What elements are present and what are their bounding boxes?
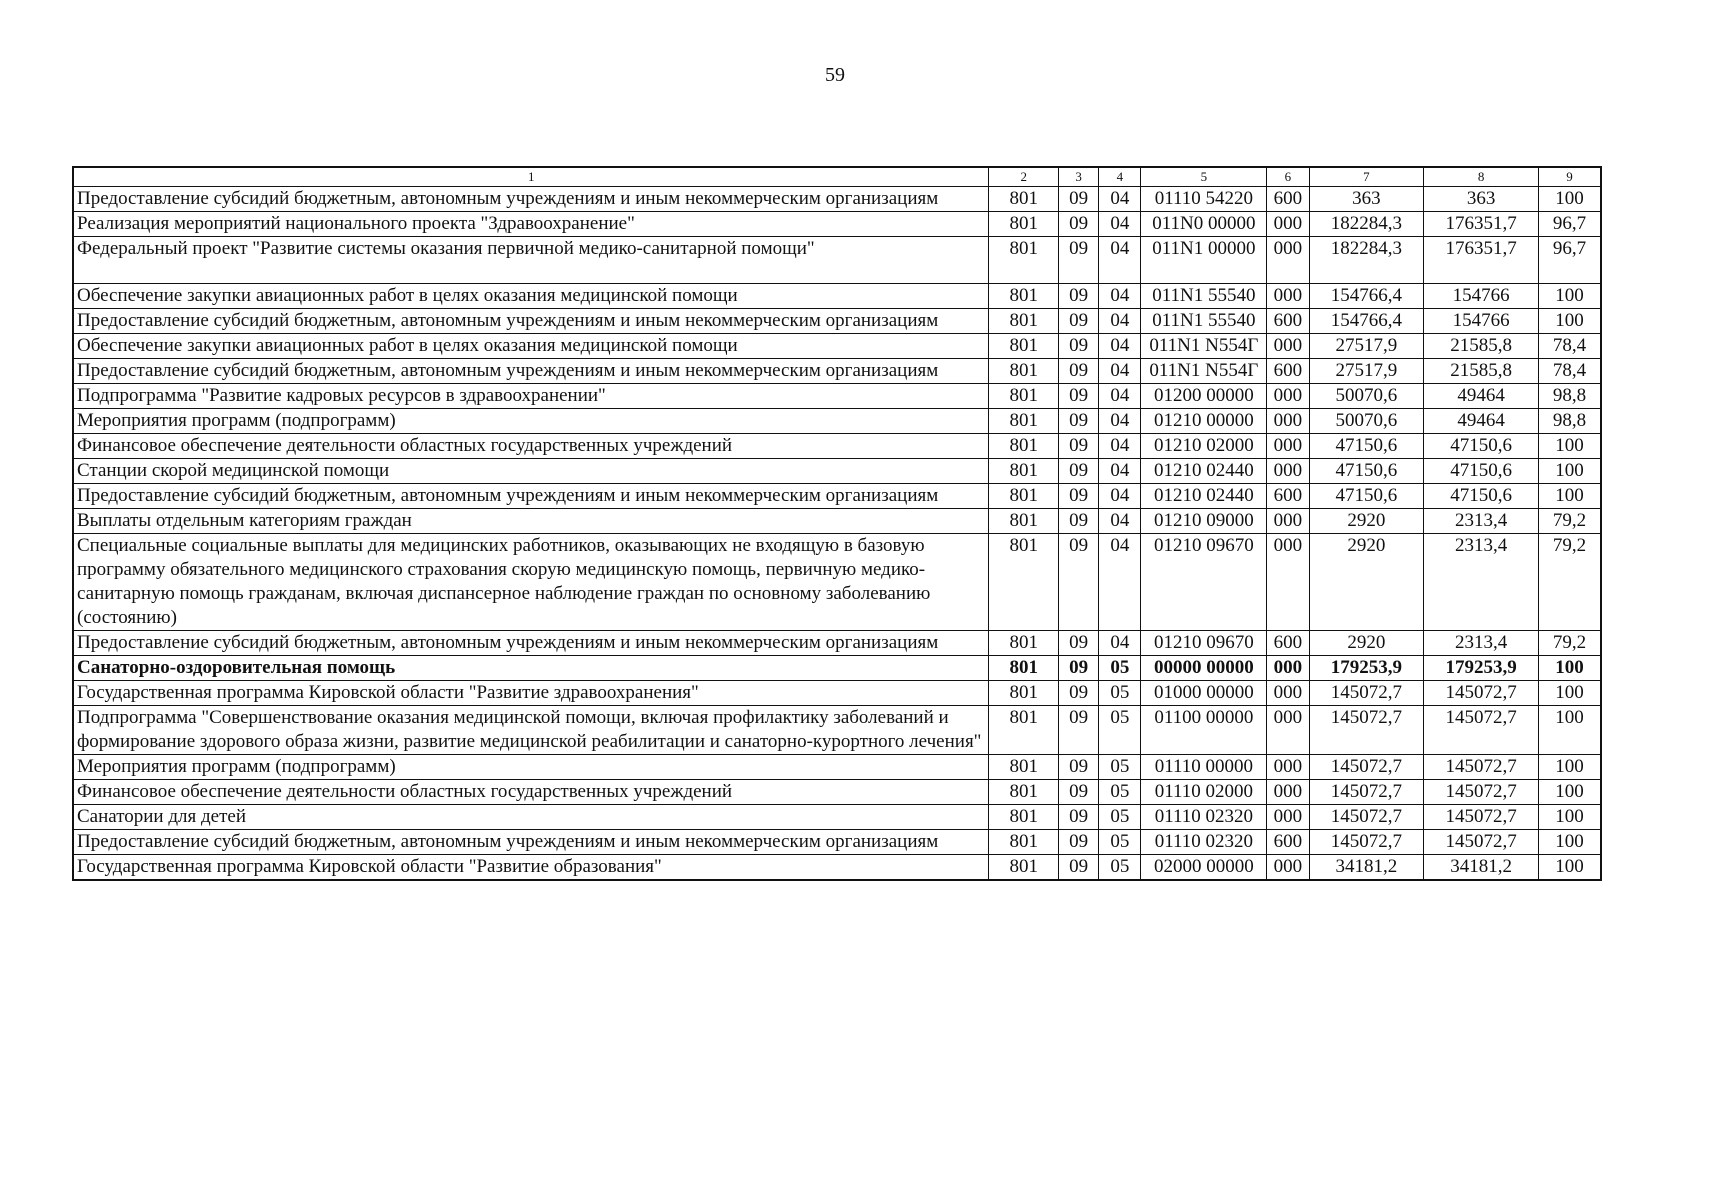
executed-amount-cell: 145072,7 [1424,706,1539,755]
executed-amount-cell: 21585,8 [1424,359,1539,384]
ministry-code-cell: 801 [989,309,1058,334]
executed-amount-cell: 47150,6 [1424,434,1539,459]
subsection-code-cell: 05 [1099,855,1141,881]
executed-amount-cell: 47150,6 [1424,484,1539,509]
execution-percent-cell: 100 [1539,309,1601,334]
ministry-code-cell: 801 [989,830,1058,855]
ministry-code-cell: 801 [989,706,1058,755]
section-code-cell: 09 [1058,830,1098,855]
row-name-cell: Предоставление субсидий бюджетным, автономным учреждениям и иным некоммерческим организациям [73,359,989,384]
section-code-cell: 09 [1058,509,1098,534]
executed-amount-cell: 21585,8 [1424,334,1539,359]
planned-amount-cell: 47150,6 [1309,484,1424,509]
row-name-cell: Финансовое обеспечение деятельности областных государственных учреждений [73,434,989,459]
ministry-code-cell: 801 [989,805,1058,830]
section-code-cell: 09 [1058,681,1098,706]
section-code-cell: 09 [1058,334,1098,359]
ministry-code-cell: 801 [989,212,1058,237]
execution-percent-cell: 100 [1539,187,1601,212]
executed-amount-cell: 176351,7 [1424,237,1539,284]
subsection-code-cell: 04 [1099,359,1141,384]
expense-type-cell: 000 [1267,780,1309,805]
expense-type-cell: 000 [1267,459,1309,484]
expense-type-cell: 000 [1267,434,1309,459]
section-code-cell: 09 [1058,237,1098,284]
planned-amount-cell: 50070,6 [1309,409,1424,434]
executed-amount-cell: 2313,4 [1424,631,1539,656]
section-code-cell: 09 [1058,534,1098,631]
expense-type-cell: 600 [1267,309,1309,334]
execution-percent-cell: 79,2 [1539,631,1601,656]
table-row [73,237,1601,284]
subsection-code-cell: 04 [1099,237,1141,284]
subsection-code-cell: 04 [1099,434,1141,459]
column-header: 8 [1424,167,1539,187]
table-row [73,409,1601,434]
planned-amount-cell: 34181,2 [1309,855,1424,881]
ministry-code-cell: 801 [989,681,1058,706]
column-number-header-row [73,167,1601,187]
table-row [73,359,1601,384]
row-name-cell: Предоставление субсидий бюджетным, автономным учреждениям и иным некоммерческим организациям [73,309,989,334]
ministry-code-cell: 801 [989,187,1058,212]
executed-amount-cell: 176351,7 [1424,212,1539,237]
execution-percent-cell: 96,7 [1539,237,1601,284]
execution-percent-cell: 100 [1539,284,1601,309]
table-row [73,830,1601,855]
target-article-cell: 01210 09000 [1141,509,1267,534]
ministry-code-cell: 801 [989,755,1058,780]
executed-amount-cell: 154766 [1424,284,1539,309]
section-code-cell: 09 [1058,805,1098,830]
executed-amount-cell: 49464 [1424,384,1539,409]
subsection-code-cell: 04 [1099,459,1141,484]
ministry-code-cell: 801 [989,780,1058,805]
ministry-code-cell: 801 [989,509,1058,534]
target-article-cell: 01110 02320 [1141,805,1267,830]
planned-amount-cell: 2920 [1309,534,1424,631]
section-code-cell: 09 [1058,434,1098,459]
expense-type-cell: 000 [1267,805,1309,830]
expense-type-cell: 600 [1267,484,1309,509]
expense-type-cell: 000 [1267,384,1309,409]
subsection-code-cell: 04 [1099,534,1141,631]
ministry-code-cell: 801 [989,459,1058,484]
section-code-cell: 09 [1058,855,1098,881]
subsection-code-cell: 04 [1099,409,1141,434]
row-name-cell: Санатории для детей [73,805,989,830]
planned-amount-cell: 27517,9 [1309,359,1424,384]
row-name-cell: Станции скорой медицинской помощи [73,459,989,484]
ministry-code-cell: 801 [989,534,1058,631]
expense-type-cell: 000 [1267,509,1309,534]
planned-amount-cell: 182284,3 [1309,212,1424,237]
expense-type-cell: 000 [1267,284,1309,309]
executed-amount-cell: 145072,7 [1424,780,1539,805]
execution-percent-cell: 100 [1539,681,1601,706]
column-header: 7 [1309,167,1424,187]
target-article-cell: 01210 02000 [1141,434,1267,459]
executed-amount-cell: 145072,7 [1424,830,1539,855]
executed-amount-cell: 2313,4 [1424,509,1539,534]
ministry-code-cell: 801 [989,334,1058,359]
column-header: 4 [1099,167,1141,187]
target-article-cell: 01210 09670 [1141,631,1267,656]
execution-percent-cell: 98,8 [1539,384,1601,409]
expense-type-cell: 600 [1267,359,1309,384]
expense-type-cell: 000 [1267,212,1309,237]
section-code-cell: 09 [1058,384,1098,409]
table-row [73,434,1601,459]
table-row [73,780,1601,805]
row-name-cell: Мероприятия программ (подпрограмм) [73,755,989,780]
ministry-code-cell: 801 [989,237,1058,284]
expense-type-cell: 600 [1267,830,1309,855]
section-code-cell: 09 [1058,284,1098,309]
row-name-cell: Предоставление субсидий бюджетным, автономным учреждениям и иным некоммерческим организациям [73,484,989,509]
target-article-cell: 01210 02440 [1141,484,1267,509]
planned-amount-cell: 47150,6 [1309,434,1424,459]
row-name-cell: Государственная программа Кировской области "Развитие здравоохранения" [73,681,989,706]
row-name-cell: Реализация мероприятий национального проекта "Здравоохранение" [73,212,989,237]
executed-amount-cell: 47150,6 [1424,459,1539,484]
row-name-cell: Специальные социальные выплаты для медицинских работников, оказывающих не входящую в базовую программу обязательного медицинского страхования скорую медицинскую помощь, первичную медико-санитарную помощь гражданам, включая диспансерное наблюдение граждан по основному заболеванию (состоянию) [73,534,989,631]
page-number: 59 [825,64,845,86]
executed-amount-cell: 49464 [1424,409,1539,434]
expense-type-cell: 000 [1267,409,1309,434]
budget-table-container [72,166,1602,881]
target-article-cell: 01110 54220 [1141,187,1267,212]
subsection-code-cell: 04 [1099,334,1141,359]
section-code-cell: 09 [1058,656,1098,681]
row-name-cell: Подпрограмма "Развитие кадровых ресурсов в здравоохранении" [73,384,989,409]
table-row [73,334,1601,359]
execution-percent-cell: 79,2 [1539,534,1601,631]
ministry-code-cell: 801 [989,631,1058,656]
execution-percent-cell: 100 [1539,656,1601,681]
table-row [73,309,1601,334]
expense-type-cell: 000 [1267,334,1309,359]
execution-percent-cell: 100 [1539,830,1601,855]
subsection-code-cell: 04 [1099,631,1141,656]
section-code-cell: 09 [1058,755,1098,780]
expense-type-cell: 600 [1267,187,1309,212]
planned-amount-cell: 363 [1309,187,1424,212]
table-row [73,187,1601,212]
row-name-cell: Обеспечение закупки авиационных работ в целях оказания медицинской помощи [73,284,989,309]
planned-amount-cell: 2920 [1309,509,1424,534]
table-body [73,187,1601,881]
table-row [73,706,1601,755]
planned-amount-cell: 27517,9 [1309,334,1424,359]
row-name-cell: Финансовое обеспечение деятельности областных государственных учреждений [73,780,989,805]
budget-table [72,166,1602,881]
ministry-code-cell: 801 [989,409,1058,434]
table-row [73,631,1601,656]
execution-percent-cell: 100 [1539,706,1601,755]
target-article-cell: 01100 00000 [1141,706,1267,755]
subsection-code-cell: 05 [1099,681,1141,706]
section-code-cell: 09 [1058,780,1098,805]
executed-amount-cell: 145072,7 [1424,755,1539,780]
target-article-cell: 01110 02320 [1141,830,1267,855]
target-article-cell: 011N1 55540 [1141,309,1267,334]
expense-type-cell: 000 [1267,755,1309,780]
target-article-cell: 011N0 00000 [1141,212,1267,237]
planned-amount-cell: 145072,7 [1309,780,1424,805]
ministry-code-cell: 801 [989,359,1058,384]
expense-type-cell: 600 [1267,631,1309,656]
planned-amount-cell: 2920 [1309,631,1424,656]
row-name-cell: Государственная программа Кировской области "Развитие образования" [73,855,989,881]
table-row [73,681,1601,706]
target-article-cell: 011N1 N554Г [1141,334,1267,359]
planned-amount-cell: 145072,7 [1309,755,1424,780]
ministry-code-cell: 801 [989,484,1058,509]
execution-percent-cell: 100 [1539,459,1601,484]
subsection-code-cell: 04 [1099,212,1141,237]
execution-percent-cell: 78,4 [1539,334,1601,359]
planned-amount-cell: 145072,7 [1309,830,1424,855]
row-name-cell: Мероприятия программ (подпрограмм) [73,409,989,434]
table-row [73,855,1601,881]
execution-percent-cell: 78,4 [1539,359,1601,384]
table-row [73,212,1601,237]
row-name-cell: Предоставление субсидий бюджетным, автономным учреждениям и иным некоммерческим организациям [73,187,989,212]
ministry-code-cell: 801 [989,434,1058,459]
column-header: 3 [1058,167,1098,187]
target-article-cell: 01110 00000 [1141,755,1267,780]
row-name-cell: Предоставление субсидий бюджетным, автономным учреждениям и иным некоммерческим организациям [73,631,989,656]
subsection-code-cell: 04 [1099,187,1141,212]
target-article-cell: 01210 02440 [1141,459,1267,484]
column-header: 1 [73,167,989,187]
execution-percent-cell: 79,2 [1539,509,1601,534]
table-row [73,755,1601,780]
planned-amount-cell: 154766,4 [1309,309,1424,334]
executed-amount-cell: 154766 [1424,309,1539,334]
table-row [73,284,1601,309]
execution-percent-cell: 100 [1539,805,1601,830]
executed-amount-cell: 2313,4 [1424,534,1539,631]
section-code-cell: 09 [1058,459,1098,484]
section-code-cell: 09 [1058,484,1098,509]
subsection-code-cell: 04 [1099,284,1141,309]
planned-amount-cell: 145072,7 [1309,681,1424,706]
executed-amount-cell: 145072,7 [1424,681,1539,706]
target-article-cell: 02000 00000 [1141,855,1267,881]
expense-type-cell: 000 [1267,681,1309,706]
planned-amount-cell: 145072,7 [1309,706,1424,755]
executed-amount-cell: 34181,2 [1424,855,1539,881]
subsection-code-cell: 04 [1099,484,1141,509]
planned-amount-cell: 145072,7 [1309,805,1424,830]
execution-percent-cell: 100 [1539,484,1601,509]
row-name-cell: Федеральный проект "Развитие системы оказания первичной медико-санитарной помощи" [73,237,989,284]
execution-percent-cell: 100 [1539,855,1601,881]
planned-amount-cell: 154766,4 [1309,284,1424,309]
table-row [73,484,1601,509]
execution-percent-cell: 100 [1539,780,1601,805]
execution-percent-cell: 100 [1539,755,1601,780]
subsection-code-cell: 05 [1099,805,1141,830]
target-article-cell: 01000 00000 [1141,681,1267,706]
subsection-code-cell: 05 [1099,780,1141,805]
subsection-code-cell: 05 [1099,755,1141,780]
row-name-cell: Подпрограмма "Совершенствование оказания медицинской помощи, включая профилактику заболеваний и формирование здорового образа жизни, развитие медицинской реабилитации и санаторно-курортного лечения" [73,706,989,755]
subsection-code-cell: 05 [1099,830,1141,855]
executed-amount-cell: 363 [1424,187,1539,212]
expense-type-cell: 000 [1267,237,1309,284]
subsection-code-cell: 04 [1099,384,1141,409]
ministry-code-cell: 801 [989,384,1058,409]
target-article-cell: 01200 00000 [1141,384,1267,409]
section-code-cell: 09 [1058,359,1098,384]
column-header: 9 [1539,167,1601,187]
row-name-cell: Санаторно-оздоровительная помощь [73,656,989,681]
column-header: 5 [1141,167,1267,187]
table-row [73,656,1601,681]
section-code-cell: 09 [1058,631,1098,656]
row-name-cell: Обеспечение закупки авиационных работ в целях оказания медицинской помощи [73,334,989,359]
subsection-code-cell: 04 [1099,509,1141,534]
subsection-code-cell: 04 [1099,309,1141,334]
section-code-cell: 09 [1058,187,1098,212]
row-name-cell: Выплаты отдельным категориям граждан [73,509,989,534]
ministry-code-cell: 801 [989,656,1058,681]
expense-type-cell: 000 [1267,706,1309,755]
row-name-cell: Предоставление субсидий бюджетным, автономным учреждениям и иным некоммерческим организациям [73,830,989,855]
executed-amount-cell: 179253,9 [1424,656,1539,681]
section-code-cell: 09 [1058,409,1098,434]
executed-amount-cell: 145072,7 [1424,805,1539,830]
section-code-cell: 09 [1058,309,1098,334]
target-article-cell: 00000 00000 [1141,656,1267,681]
planned-amount-cell: 182284,3 [1309,237,1424,284]
execution-percent-cell: 98,8 [1539,409,1601,434]
column-header: 6 [1267,167,1309,187]
expense-type-cell: 000 [1267,855,1309,881]
table-row [73,384,1601,409]
expense-type-cell: 000 [1267,656,1309,681]
target-article-cell: 01110 02000 [1141,780,1267,805]
table-row [73,805,1601,830]
section-code-cell: 09 [1058,706,1098,755]
execution-percent-cell: 100 [1539,434,1601,459]
section-code-cell: 09 [1058,212,1098,237]
target-article-cell: 01210 00000 [1141,409,1267,434]
planned-amount-cell: 47150,6 [1309,459,1424,484]
table-row [73,534,1601,631]
table-row [73,509,1601,534]
subsection-code-cell: 05 [1099,656,1141,681]
target-article-cell: 011N1 00000 [1141,237,1267,284]
expense-type-cell: 000 [1267,534,1309,631]
table-row [73,459,1601,484]
target-article-cell: 011N1 55540 [1141,284,1267,309]
ministry-code-cell: 801 [989,855,1058,881]
planned-amount-cell: 179253,9 [1309,656,1424,681]
planned-amount-cell: 50070,6 [1309,384,1424,409]
execution-percent-cell: 96,7 [1539,212,1601,237]
target-article-cell: 01210 09670 [1141,534,1267,631]
ministry-code-cell: 801 [989,284,1058,309]
subsection-code-cell: 05 [1099,706,1141,755]
target-article-cell: 011N1 N554Г [1141,359,1267,384]
column-header: 2 [989,167,1058,187]
